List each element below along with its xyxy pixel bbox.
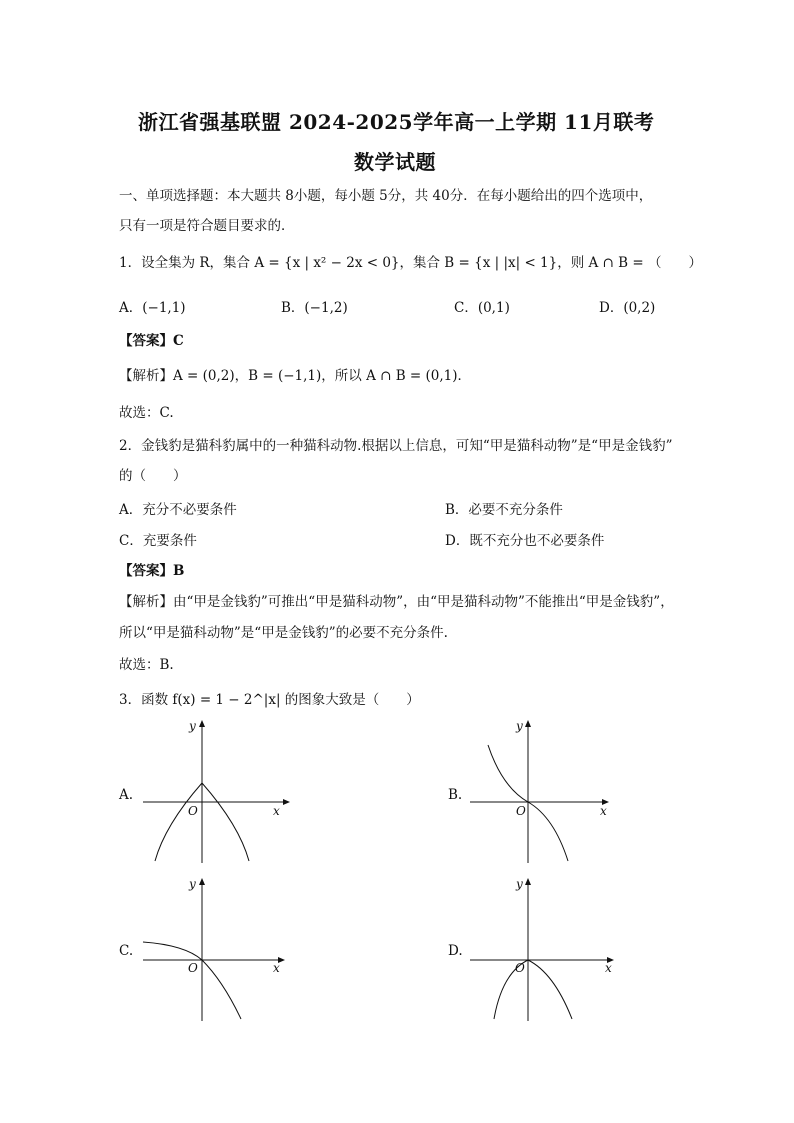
graph-b-origin: O: [516, 804, 526, 818]
q2-answer: 【答案】B: [119, 563, 185, 579]
graph-b: [462, 715, 622, 865]
question-3-stem: 3．函数 f(x) = 1 − 2^|x| 的图象大致是（ ）: [119, 692, 420, 708]
q2-option-c: C．充要条件: [119, 533, 197, 549]
graph-a-x-label: x: [273, 804, 280, 818]
graph-c-origin: O: [188, 961, 198, 975]
question-1-stem: 1．设全集为 R，集合 A = {x | x² − 2x < 0}，集合 B = {x | |x| < 1}，则 A ∩ B = （ ）: [119, 255, 702, 271]
q1-option-c: C．(0,1): [454, 300, 510, 316]
q2-choose: 故选：B.: [119, 657, 174, 673]
page-subtitle: 数学试题: [354, 150, 436, 174]
question-2-stem-line2: 的（ ）: [119, 468, 187, 484]
page-title: 浙江省强基联盟 2024-2025学年高一上学期 11月联考: [138, 110, 655, 134]
q1-option-a: A．(−1,1): [119, 300, 186, 316]
q2-analysis-line2: 所以“甲是猫科动物”是“甲是金钱豹”的必要不充分条件.: [119, 625, 448, 641]
graph-b-x-label: x: [600, 804, 607, 818]
q1-analysis: 【解析】A = (0,2)，B = (−1,1)，所以 A ∩ B = (0,1)．: [119, 368, 472, 384]
graph-d-y-label: y: [516, 877, 523, 891]
q1-option-d: D．(0,2): [599, 300, 656, 316]
graph-d-origin: O: [515, 961, 525, 975]
graph-d-label: D.: [448, 943, 463, 959]
q1-option-b: B．(−1,2): [281, 300, 348, 316]
graph-c-y-label: y: [189, 877, 196, 891]
q2-analysis-line1: 【解析】由“甲是金钱豹”可推出“甲是猫科动物”，由“甲是猫科动物”不能推出“甲是金钱豹”，: [119, 594, 674, 610]
q1-answer: 【答案】C: [119, 333, 184, 349]
graph-b-y-label: y: [516, 719, 523, 733]
q2-option-d: D．既不充分也不必要条件: [445, 533, 605, 549]
graph-a: [135, 715, 295, 865]
graph-a-origin: O: [188, 804, 198, 818]
q2-option-a: A．充分不必要条件: [119, 502, 237, 518]
graph-b-label: B.: [448, 787, 463, 803]
question-2-stem-line1: 2．金钱豹是猫科豹属中的一种猫科动物.根据以上信息，可知“甲是猫科动物”是“甲是金钱豹”: [119, 438, 673, 454]
graph-a-label: A.: [119, 787, 134, 803]
section-instruction-line2: 只有一项是符合题目要求的．: [119, 218, 295, 234]
graph-d: [462, 873, 622, 1023]
graph-d-x-label: x: [605, 961, 612, 975]
q2-option-b: B．必要不充分条件: [445, 502, 563, 518]
graph-a-y-label: y: [189, 719, 196, 733]
graph-c-x-label: x: [273, 961, 280, 975]
graph-c-label: C.: [119, 943, 134, 959]
q1-choose: 故选：C.: [119, 405, 174, 421]
section-instruction-line1: 一、单项选择题：本大题共 8小题，每小题 5分，共 40分．在每小题给出的四个选项中，: [119, 188, 653, 204]
graph-c: [135, 873, 295, 1023]
